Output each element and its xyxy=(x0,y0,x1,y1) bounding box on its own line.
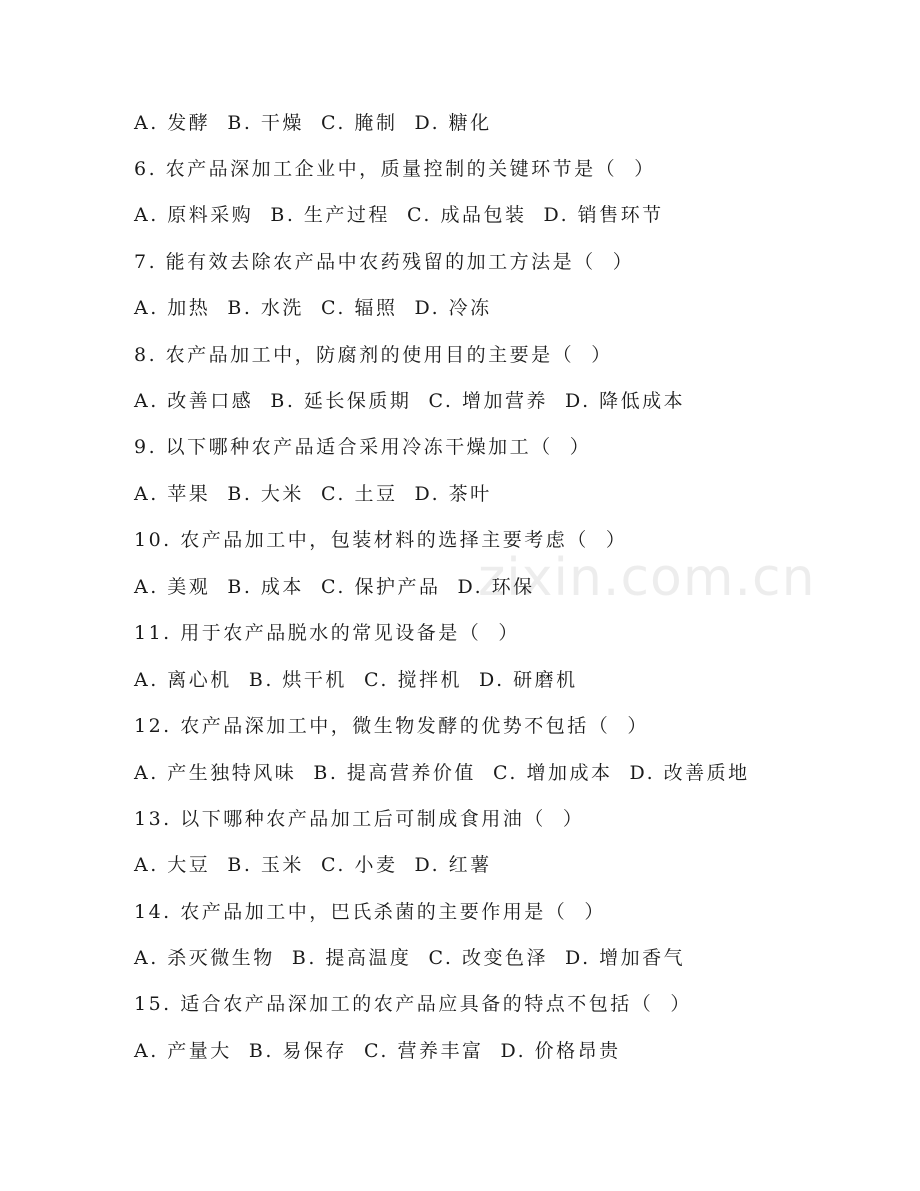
answer-options-7: A. 加热 B. 水洗 C. 辐照 D. 冷冻 xyxy=(134,297,492,319)
question-14: 14. 农产品加工中，巴氏杀菌的主要作用是（ ） xyxy=(134,901,606,923)
question-13: 13. 以下哪种农产品加工后可制成食用油（ ） xyxy=(134,808,585,830)
answer-options-9: A. 苹果 B. 大米 C. 土豆 D. 茶叶 xyxy=(134,483,492,505)
answer-options-11: A. 离心机 B. 烘干机 C. 搅拌机 D. 研磨机 xyxy=(134,669,578,691)
answer-options-6: A. 原料采购 B. 生产过程 C. 成品包装 D. 销售环节 xyxy=(134,204,664,226)
answer-options-12: A. 产生独特风味 B. 提高营养价值 C. 增加成本 D. 改善质地 xyxy=(134,762,750,784)
question-15: 15. 适合农产品深加工的农产品应具备的特点不包括（ ） xyxy=(134,993,692,1015)
answer-options-8: A. 改善口感 B. 延长保质期 C. 增加营养 D. 降低成本 xyxy=(134,390,686,412)
question-6: 6. 农产品深加工企业中，质量控制的关键环节是（ ） xyxy=(134,158,656,180)
answer-options-13: A. 大豆 B. 玉米 C. 小麦 D. 红薯 xyxy=(134,854,492,876)
question-10: 10. 农产品加工中，包装材料的选择主要考虑（ ） xyxy=(134,529,628,551)
question-12: 12. 农产品深加工中，微生物发酵的优势不包括（ ） xyxy=(134,715,649,737)
answer-options-14: A. 杀灭微生物 B. 提高温度 C. 改变色泽 D. 增加香气 xyxy=(134,947,686,969)
question-7: 7. 能有效去除农产品中农药残留的加工方法是（ ） xyxy=(134,251,635,273)
answer-options-15: A. 产量大 B. 易保存 C. 营养丰富 D. 价格昂贵 xyxy=(134,1040,621,1062)
answer-options-5: A. 发酵 B. 干燥 C. 腌制 D. 糖化 xyxy=(134,112,492,134)
question-9: 9. 以下哪种农产品适合采用冷冻干燥加工（ ） xyxy=(134,436,592,458)
answer-options-10: A. 美观 B. 成本 C. 保护产品 D. 环保 xyxy=(134,576,535,598)
watermark: zixin.com.cn xyxy=(478,548,816,608)
question-8: 8. 农产品加工中，防腐剂的使用目的主要是（ ） xyxy=(134,344,613,366)
question-11: 11. 用于农产品脱水的常见设备是（ ） xyxy=(134,622,520,644)
